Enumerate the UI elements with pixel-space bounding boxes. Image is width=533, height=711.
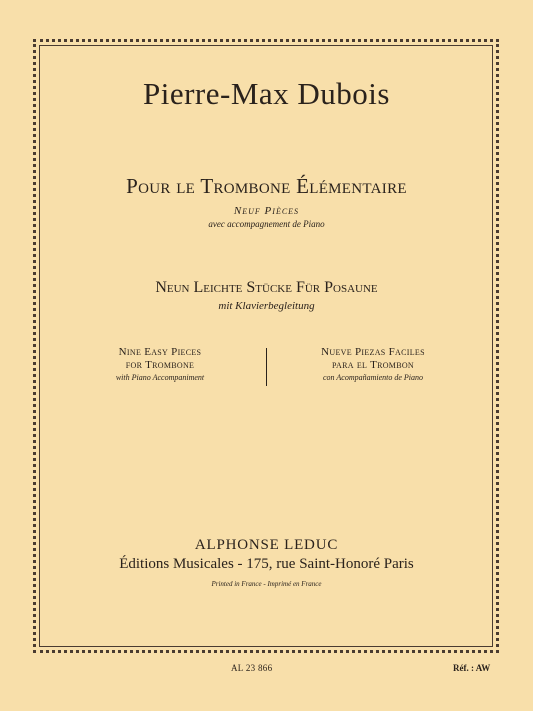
- english-accompaniment: with Piano Accompaniment: [115, 373, 205, 382]
- spanish-accompaniment: con Acompañamiento de Piano: [322, 373, 424, 382]
- subtitle-french-accompaniment: avec accompagnement de Piano: [208, 219, 325, 229]
- english-title-line1: Nine Easy Pieces: [118, 346, 202, 358]
- spanish-title-line2: para el Trombon: [331, 359, 415, 371]
- printed-in-france: Printed in France - Imprimé en France: [211, 580, 322, 588]
- title-german-accompaniment: mit Klavierbegleitung: [218, 300, 315, 312]
- reference-code: Réf. : AW: [453, 663, 491, 673]
- publisher-name: ALPHONSE LEDUC: [194, 537, 339, 553]
- column-divider: [266, 348, 267, 386]
- publisher-address: Éditions Musicales - 175, rue Saint-Honoré Paris: [119, 556, 414, 572]
- spanish-title-block: [283, 346, 463, 383]
- subtitle-french: Neuf Pièces: [233, 205, 300, 217]
- catalog-number: AL 23 866: [231, 663, 273, 673]
- composer-name: Pierre-Max Dubois: [143, 76, 390, 111]
- main-title: Pour le Trombone Élémentaire: [126, 174, 407, 198]
- title-german: Neun Leichte Stücke Für Posaune: [155, 279, 378, 296]
- english-title-block: [70, 346, 250, 383]
- spanish-title-line1: Nueve Piezas Faciles: [321, 346, 425, 358]
- english-title-line2: for Trombone: [125, 359, 195, 371]
